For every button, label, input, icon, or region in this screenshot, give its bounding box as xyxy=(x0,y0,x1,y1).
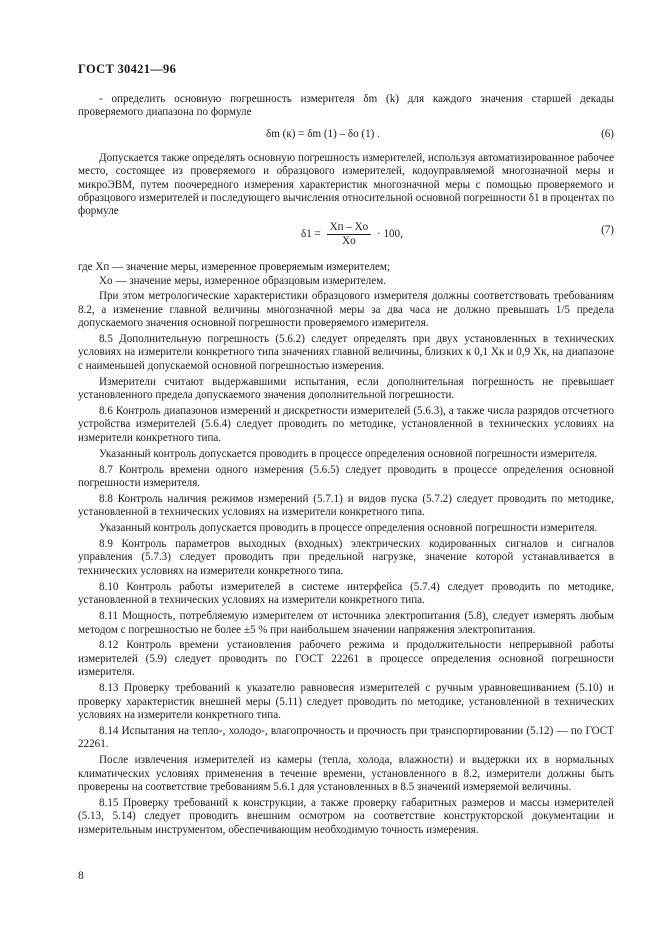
paragraph-8-8: 8.8 Контроль наличия режимов измерений (5.7.1) и видов пуска (5.7.2) следует проводить по методике, установленной в технических условиях на измерители конкретного типа. xyxy=(78,492,614,519)
variable-definitions xyxy=(78,261,614,288)
page-number: 8 xyxy=(78,870,84,882)
formula-6 xyxy=(78,124,614,146)
intro-paragraph: - определить основную погрешность измерителя δm (k) для каждого значения старшей декады проверяемого диапазона по формуле xyxy=(78,93,614,119)
paragraph-metrology: При этом метрологические характеристики образцового измерителя должны соответствовать требованиям 8.2, а изменение главной величины многозначной меры за два часа не должно превышать 1/5 предела допускаемого значения основной погрешности проверяемого измерителя. xyxy=(78,290,614,329)
paragraph-8-10: 8.10 Контроль работы измерителей в системе интерфейса (5.7.4) следует проводить по методике, установленной в технических условиях на измерители конкретного типа. xyxy=(78,580,614,607)
paragraph-8-6-note: Указанный контроль допускается проводить в процессе определения основной погрешности измерителя. xyxy=(99,447,598,460)
paragraph-8-12: 8.12 Контроль времени установления рабочего режима и продолжительности непрерывной работы измерителей (5.9) следует проводить по ГОСТ 22261 в процессе определения основной погрешности измерителя. xyxy=(78,639,614,679)
formula-7-denominator: Xо xyxy=(342,235,356,248)
paragraph-8-6: 8.6 Контроль диапазонов измерений и дискретности измерителей (5.6.3), а также числа разрядов отсчетного устройства измерителей (5.6.4) следует проводить по методике, установленной в технических условиях на измерители конкретного типа. xyxy=(78,404,614,444)
document-header: ГОСТ 30421—96 xyxy=(78,62,177,76)
formula-6-expression: δm (к) = δm (1) – δо (1) . xyxy=(266,127,380,140)
formula-7-fraction xyxy=(327,221,372,248)
paragraph-8-13: 8.13 Проверку требований к указателю равновесия измерителей с ручным уравновешиванием (5.10) и проверку характеристик внешней меры (5.11) следует проводить по методике, установленной в технических условиях на измерители конкретного типа. xyxy=(78,682,614,721)
formula-7-lhs: δ1 = xyxy=(301,228,321,241)
formula-7-rhs: · 100, xyxy=(376,228,403,241)
page-body xyxy=(78,93,614,840)
paragraph-8-8-note: Указанный контроль допускается проводить в процессе определения основной погрешности измерителя. xyxy=(99,522,598,535)
paragraph-8-9: 8.9 Контроль параметров выходных (входных) электрических кодированных сигналов и сигналов управления (5.7.3) следует проводить при предельной нагрузке, значение которой устанавливается в технических условиях на измерители конкретного типа. xyxy=(78,538,614,577)
paragraph-8-14-after: После извлечения измерителей из камеры (тепла, холода, влажности) и выдержки их в нормальных климатических условиях применения в течение времени, установленного в 8.2, измерители должны быть проверены на соответствие требованиям 5.6.1 для установленных в 8.5 значений измеряемой величины. xyxy=(78,754,614,793)
allowed-paragraph: Допускается также определять основную погрешность измерителей, используя автоматизированное рабочее место, состоящее из проверяемого и образцового измерителей, кодоуправляемой многозначной меры и микроЭВМ, путем поочередного измерения характеристик многозначной меры с помощью проверяемого и образцового измерителей и последующего вычисления относительной основной погрешности δ1 в процентах по формуле xyxy=(78,151,614,218)
formula-6-number: (6) xyxy=(601,127,614,140)
paragraph-8-14: 8.14 Испытания на тепло-, холодо-, влагопрочность и прочность при транспортировании (5.12) — по ГОСТ 22261. xyxy=(78,724,614,751)
formula-7 xyxy=(78,221,614,255)
formula-7-expression xyxy=(301,221,403,248)
definition-xo: Xо — значение меры, измеренное образцовым измерителем. xyxy=(99,274,387,287)
definition-xp: где Xп — значение меры, измеренное проверяемым измерителем; xyxy=(78,261,391,274)
formula-7-number: (7) xyxy=(601,224,614,237)
paragraph-8-5-pass: Измерители считают выдержавшими испытания, если дополнительная погрешность не превышает установленного предела допускаемого значения дополнительной погрешности. xyxy=(78,375,614,401)
paragraph-8-5: 8.5 Дополнительную погрешность (5.6.2) следует определять при двух установленных в технических условиях на измерители конкретного типа значениях главной величины, близких к 0,1 Хк и 0,9 Хк, на диапазоне с наименьшей допускаемой основной погрешностью измерения. xyxy=(78,332,614,372)
paragraph-8-7: 8.7 Контроль времени одного измерения (5.6.5) следует проводить в процессе определения основной погрешности измерителя. xyxy=(78,463,614,489)
paragraph-8-11: 8.11 Мощность, потребляемую измерителем от источника электропитания (5.8), следует измерять любым методом с погрешностью не более ±5 % при наибольшем значении напряжения электропитания. xyxy=(78,610,614,636)
paragraph-8-15: 8.15 Проверку требований к конструкции, а также проверку габаритных размеров и массы измерителей (5.13, 5.14) следует проводить внешним осмотром на соответствие конструкторской документации и измерительным инструментом, обеспечивающим необходимую точность измерения. xyxy=(78,796,614,836)
formula-7-numerator: Xп – Xо xyxy=(327,221,372,235)
